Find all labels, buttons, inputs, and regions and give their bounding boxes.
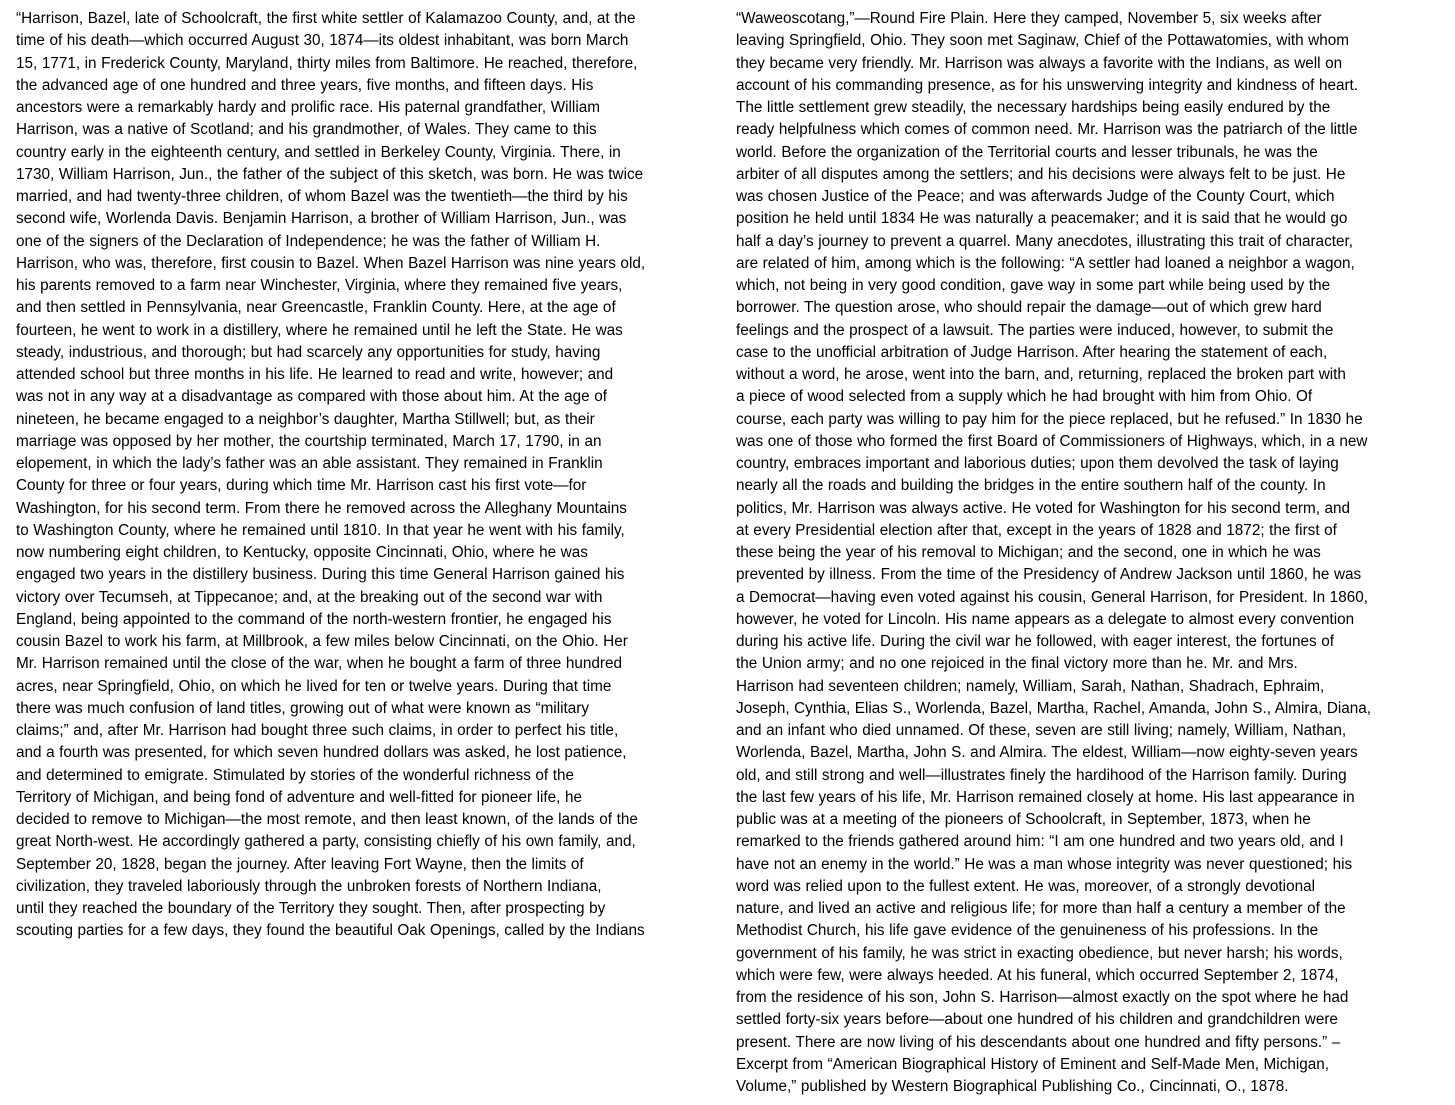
text-line: government of his family, he was strict in exacting obedience, but never harsh; his words, [736, 944, 1343, 962]
text-line: Excerpt from “American Biographical History of Eminent and Self-Made Men, Michigan, [736, 1055, 1330, 1073]
text-line: and then settled in Pennsylvania, near Greencastle, Franklin County. Here, at the age of [16, 299, 616, 317]
text-line: course, each party was willing to pay him for the piece replaced, but he refused.” In 1830 he [736, 410, 1363, 428]
text-line: world. Before the organization of the Territorial courts and lesser tribunals, he was the [736, 143, 1318, 161]
text-line: until they reached the boundary of the Territory they sought. Then, after prospecting by [16, 900, 606, 917]
text-line: a piece of wood selected from a supply which he had brought with him from Ohio. Of [736, 388, 1313, 406]
text-line: and an infant who died unnamed. Of these, seven are still living; namely, William, Nathan, [736, 722, 1347, 739]
text-line: half a day’s journey to prevent a quarrel. Many anecdotes, illustrating this trait of character, [736, 232, 1353, 250]
text-line: Territory of Michigan, and being fond of adventure and well-fitted for pioneer life, he [16, 788, 582, 806]
text-line: attended school but three months in his life. He learned to read and write, however; and [16, 366, 614, 383]
text-line: present. There are now living of his descendants about one hundred and fifty persons.” – [736, 1033, 1341, 1051]
text-line: England, being appointed to the command of the north-western frontier, he engaged his [16, 610, 612, 628]
text-line: borrower. The question arose, who should repair the damage—out of which grew hard [736, 299, 1322, 317]
left-text-column [16, 8, 724, 943]
text-line: Joseph, Cynthia, Elias S., Worlenda, Bazel, Martha, Rachel, Amanda, John S., Almira, Diana, [736, 699, 1372, 717]
text-line: country early in the eighteenth century, and settled in Berkeley County, Virginia. There, in [16, 143, 621, 161]
text-line: great North-west. He accordingly gathered a party, consisting chiefly of his own family, and, [16, 833, 636, 851]
text-line: decided to remove to Michigan—the most remote, and then least known, of the lands of the [16, 811, 638, 828]
text-line: cousin Bazel to work his farm, at Millbrook, a few miles below Cincinnati, on the Ohio. Her [16, 633, 628, 650]
text-line: arbiter of all disputes among the settlers; and his decisions were always felt to be just. He [736, 165, 1346, 183]
text-line: The little settlement grew steadily, the necessary hardships being easily endured by the [736, 99, 1331, 116]
text-line: was chosen Justice of the Peace; and was afterwards Judge of the County Court, which [736, 188, 1335, 205]
text-line: Worlenda, Bazel, Martha, John S. and Almira. The eldest, William—now eighty-seven years [736, 744, 1358, 762]
text-line: Harrison had seventeen children; namely, William, Sarah, Nathan, Shadrach, Ephraim, [736, 677, 1325, 695]
text-line: one of the signers of the Declaration of Independence; he was the father of William H. [16, 232, 601, 250]
text-line: position he held until 1834 He was naturally a peacemaker; and it is said that he would go [736, 210, 1348, 228]
text-line: from the residence of his son, John S. Harrison—almost exactly on the spot where he had [736, 989, 1349, 1006]
text-line: second wife, Worlenda Davis. Benjamin Harrison, a brother of William Harrison, Jun., was [16, 210, 627, 228]
text-line: there was much confusion of land titles, growing out of what were known as “military [16, 699, 590, 717]
text-line: scouting parties for a few days, they found the beautiful Oak Openings, called by the Indians [16, 922, 645, 940]
text-line: Harrison, who was, therefore, first cousin to Bazel. When Bazel Harrison was nine years old, [16, 254, 646, 272]
text-line: married, and had twenty-three children, of whom Bazel was the twentieth—the third by his [16, 188, 628, 205]
text-line: public was at a meeting of the pioneers of Schoolcraft, in September, 1873, when he [736, 811, 1311, 828]
text-line: to Washington County, where he remained until 1810. In that year he went with his family, [16, 521, 625, 539]
text-line: and determined to emigrate. Stimulated by stories of the wonderful richness of the [16, 766, 574, 784]
text-line: prevented by illness. From the time of the Presidency of Andrew Jackson until 1860, he was [736, 566, 1362, 584]
text-line: steady, industrious, and thorough; but had scarcely any opportunities for study, having [16, 343, 601, 361]
text-line: during his active life. During the civil war he followed, with eager interest, the fortunes of [736, 633, 1334, 650]
text-line: the last few years of his life, Mr. Harrison remained closely at home. His last appearance in [736, 788, 1355, 806]
text-line: nineteen, he became engaged to a neighbor’s daughter, Martha Stillwell; but, as their [16, 410, 595, 428]
text-line: a Democrat—having even voted against his cousin, General Harrison, for President. In 1860, [736, 588, 1368, 606]
text-line: and a fourth was presented, for which seven hundred dollars was asked, he lost patience, [16, 744, 627, 762]
text-line: these being the year of his removal to Michigan; and the second, one in which he was [736, 544, 1321, 561]
text-line: are related of him, among which is the following: “A settler had loaned a neighbor a wagon, [736, 254, 1355, 272]
text-line: leaving Springfield, Ohio. They soon met Saginaw, Chief of the Pottawatomies, with whom [736, 32, 1349, 50]
text-line: “Waweoscotang,”—Round Fire Plain. Here they camped, November 5, six weeks after [736, 10, 1322, 27]
text-line: the advanced age of one hundred and three years, five months, and fifteen days. His [16, 76, 594, 94]
text-line: civilization, they traveled laboriously through the unbroken forests of Northern Indiana, [16, 877, 602, 895]
text-line: nearly all the roads and building the bridges in the entire southern half of the county. In [736, 477, 1326, 495]
text-line: marriage was opposed by her mother, the courtship terminated, March 17, 1790, in an [16, 432, 602, 450]
text-line: his parents removed to a farm near Winchester, Virginia, where they remained five years, [16, 277, 623, 294]
text-line: the Union army; and no one rejoiced in the final victory more than he. Mr. and Mrs. [736, 655, 1298, 673]
text-line: time of his death—which occurred August 30, 1874—its oldest inhabitant, was born March [16, 32, 629, 50]
text-line: they became very friendly. Mr. Harrison was always a favorite with the Indians, as well on [736, 54, 1343, 72]
text-line: have not an enemy in the world.” He was a man whose integrity was never questioned; his [736, 855, 1353, 873]
text-line: ancestors were a remarkably hardy and prolific race. His paternal grandfather, William [16, 99, 600, 116]
text-line: was not in any way at a disadvantage as compared with those about him. At the age of [16, 388, 607, 406]
text-line: fourteen, he went to work in a distillery, where he remained until he left the State. He was [16, 321, 623, 339]
text-line: case to the unofficial arbitration of Judge Harrison. After hearing the statement of each, [736, 343, 1328, 361]
text-line: County for three or four years, during which time Mr. Harrison cast his first vote—for [16, 477, 587, 495]
text-line: feelings and the prospect of a lawsuit. The parties were induced, however, to submit the [736, 321, 1334, 339]
text-line: without a word, he arose, went into the barn, and, returning, replaced the broken part with [736, 366, 1346, 383]
text-line: old, and still strong and well—illustrates finely the hardihood of the Harrison family. During [736, 766, 1347, 784]
text-line: at every Presidential election after that, except in the years of 1828 and 1872; the first of [736, 521, 1337, 539]
text-line: 1730, William Harrison, Jun., the father of the subject of this sketch, was born. He was twice [16, 165, 644, 183]
text-line: now numbering eight children, to Kentucky, opposite Cincinnati, Ohio, where he was [16, 544, 588, 561]
text-line: Washington, for his second term. From there he removed across the Alleghany Mountains [16, 499, 627, 517]
text-line: word was relied upon to the fullest extent. He was, moreover, of a strongly devotional [736, 877, 1315, 895]
text-line: elopement, in which the lady’s father was an able assistant. They remained in Franklin [16, 455, 603, 472]
right-text-column [736, 8, 1444, 1098]
text-line: victory over Tecumseh, at Tippecanoe; and, at the breaking out of the second war with [16, 588, 603, 606]
text-line: which, not being in very good condition, gave way in some part while being used by the [736, 277, 1331, 294]
text-line: nature, and lived an active and religious life; for more than half a century a member of the [736, 900, 1346, 917]
text-line: settled forty-six years before—about one hundred of his children and grandchildren were [736, 1011, 1338, 1029]
text-line: politics, Mr. Harrison was always active. He voted for Washington for his second term, and [736, 499, 1351, 517]
text-line: Volume,” published by Western Biographical Publishing Co., Cincinnati, O., 1878. [736, 1078, 1289, 1095]
text-line: however, he voted for Lincoln. His name appears as a delegate to almost every convention [736, 610, 1355, 628]
text-line: which were few, were always heeded. At his funeral, which occurred September 2, 1874, [736, 966, 1339, 984]
text-line: Methodist Church, his life gave evidence of the genuineness of his professions. In the [736, 922, 1319, 940]
text-line: September 20, 1828, began the journey. After leaving Fort Wayne, then the limits of [16, 855, 584, 873]
text-line: account of his commanding presence, as for his unswerving integrity and kindness of heart. [736, 76, 1359, 94]
text-line: Mr. Harrison remained until the close of the war, when he bought a farm of three hundred [16, 655, 622, 673]
text-line: acres, near Springfield, Ohio, on which he lived for ten or twelve years. During that time [16, 677, 612, 695]
text-line: Harrison, was a native of Scotland; and his grandmother, of Wales. They came to this [16, 121, 597, 139]
text-line: claims;” and, after Mr. Harrison had bought three such claims, in order to perfect his title, [16, 722, 619, 739]
text-line: 15, 1771, in Frederick County, Maryland, thirty miles from Baltimore. He reached, therefore, [16, 54, 638, 72]
text-line: ready helpfulness which comes of common need. Mr. Harrison was the patriarch of the little [736, 121, 1358, 139]
text-line: was one of those who formed the first Board of Commissioners of Highways, which, in a new [736, 432, 1368, 450]
text-line: country, embraces important and laborious duties; upon them devolved the task of laying [736, 455, 1339, 472]
text-line: “Harrison, Bazel, late of Schoolcraft, the first white settler of Kalamazoo County, and, at the [16, 10, 636, 27]
text-line: remarked to the friends gathered around him: “I am one hundred and two years old, and I [736, 833, 1344, 851]
text-line: engaged two years in the distillery business. During this time General Harrison gained his [16, 566, 625, 584]
